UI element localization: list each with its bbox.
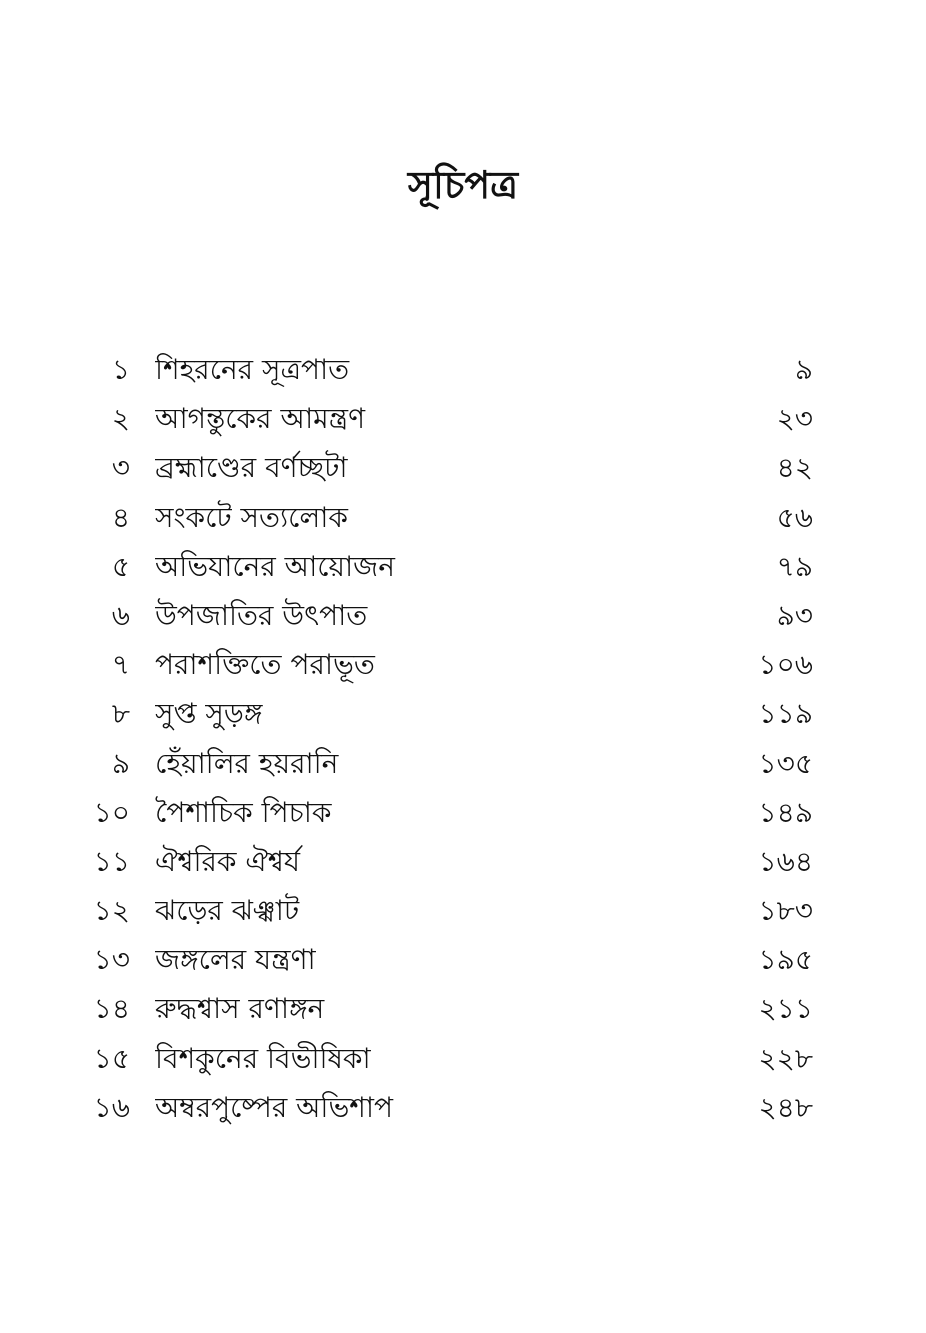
page-number: ৯ xyxy=(794,353,813,386)
chapter-title: পরাশক্তিতে পরাভূত xyxy=(155,648,375,682)
chapter-number: ৩ xyxy=(111,451,130,485)
page-number: ৭৯ xyxy=(776,549,813,583)
page-title: সূচিপত্র xyxy=(407,162,519,207)
chapter-number: ৮ xyxy=(111,697,130,731)
chapter-title: সুপ্ত সুড়ঙ্গ xyxy=(155,697,263,731)
chapter-title: অম্বরপুষ্পের অভিশাপ xyxy=(155,1090,393,1124)
toc-entry xyxy=(0,443,926,492)
page-number: ১০৬ xyxy=(758,648,813,682)
chapter-number: ৬ xyxy=(111,598,130,632)
page-number: ২৩ xyxy=(776,402,813,436)
toc-entry xyxy=(0,689,926,738)
toc-entry xyxy=(0,591,926,640)
chapter-number: ১৪ xyxy=(93,992,130,1026)
chapter-number: ৯ xyxy=(111,746,130,780)
chapter-title: অভিযানের আয়োজন xyxy=(155,549,395,583)
page-number: ২৪৮ xyxy=(758,1090,813,1124)
chapter-number: ১৫ xyxy=(93,1041,130,1075)
chapter-title: সংকটে সত্যলোক xyxy=(155,500,348,534)
page-number: ১৬৪ xyxy=(758,844,813,878)
page-number: ৫৬ xyxy=(776,500,813,534)
chapter-number: ৪ xyxy=(111,500,130,534)
page-number: ১৪৯ xyxy=(758,795,813,829)
chapter-title: আগন্তুকের আমন্ত্রণ xyxy=(155,402,366,436)
chapter-title: পৈশাচিক পিচাক xyxy=(155,795,332,829)
toc-entry xyxy=(0,788,926,837)
toc-entry xyxy=(0,739,926,788)
toc-entry xyxy=(0,1034,926,1083)
page-number: ২১১ xyxy=(758,992,813,1026)
chapter-number: ১ xyxy=(111,353,130,386)
chapter-title: শিহরনের সূত্রপাত xyxy=(155,353,350,386)
page-number: ৪২ xyxy=(776,451,813,485)
toc-entry xyxy=(0,345,926,394)
chapter-title: রুদ্ধশ্বাস রণাঙ্গন xyxy=(155,992,325,1026)
chapter-number: ১১ xyxy=(93,844,130,878)
page-number: ১৩৫ xyxy=(758,746,813,780)
chapter-title: ঐশ্বরিক ঐশ্বর্য xyxy=(155,844,301,878)
page-number: ১১৯ xyxy=(758,697,813,731)
chapter-number: ১৬ xyxy=(93,1090,130,1124)
chapter-title: হেঁয়ালির হয়রানি xyxy=(155,746,339,780)
page-number: ১৮৩ xyxy=(758,894,813,928)
chapter-number: ১৩ xyxy=(93,943,130,977)
chapter-title: উপজাতির উৎপাত xyxy=(155,598,368,632)
chapter-number: ১০ xyxy=(93,795,130,829)
toc-entry xyxy=(0,984,926,1033)
toc-entry xyxy=(0,935,926,984)
chapter-title: ব্রহ্মাণ্ডের বর্ণচ্ছটা xyxy=(155,451,348,485)
chapter-number: ২ xyxy=(111,402,130,436)
chapter-number: ১২ xyxy=(93,894,130,928)
toc-entry xyxy=(0,1083,926,1132)
toc-entry xyxy=(0,493,926,542)
chapter-title: জঙ্গলের যন্ত্রণা xyxy=(155,943,316,977)
chapter-title: বিশকুনের বিভীষিকা xyxy=(155,1041,371,1075)
toc-entry xyxy=(0,542,926,591)
toc-entry xyxy=(0,640,926,689)
chapter-title: ঝড়ের ঝঞ্ঝাট xyxy=(155,894,300,928)
table-of-contents xyxy=(0,345,926,1132)
chapter-number: ৭ xyxy=(111,648,130,682)
page-number: ৯৩ xyxy=(776,598,813,632)
page-number: ২২৮ xyxy=(758,1041,813,1075)
toc-entry xyxy=(0,837,926,886)
toc-entry xyxy=(0,886,926,935)
chapter-number: ৫ xyxy=(111,549,130,583)
toc-entry xyxy=(0,394,926,443)
page-number: ১৯৫ xyxy=(758,943,813,977)
